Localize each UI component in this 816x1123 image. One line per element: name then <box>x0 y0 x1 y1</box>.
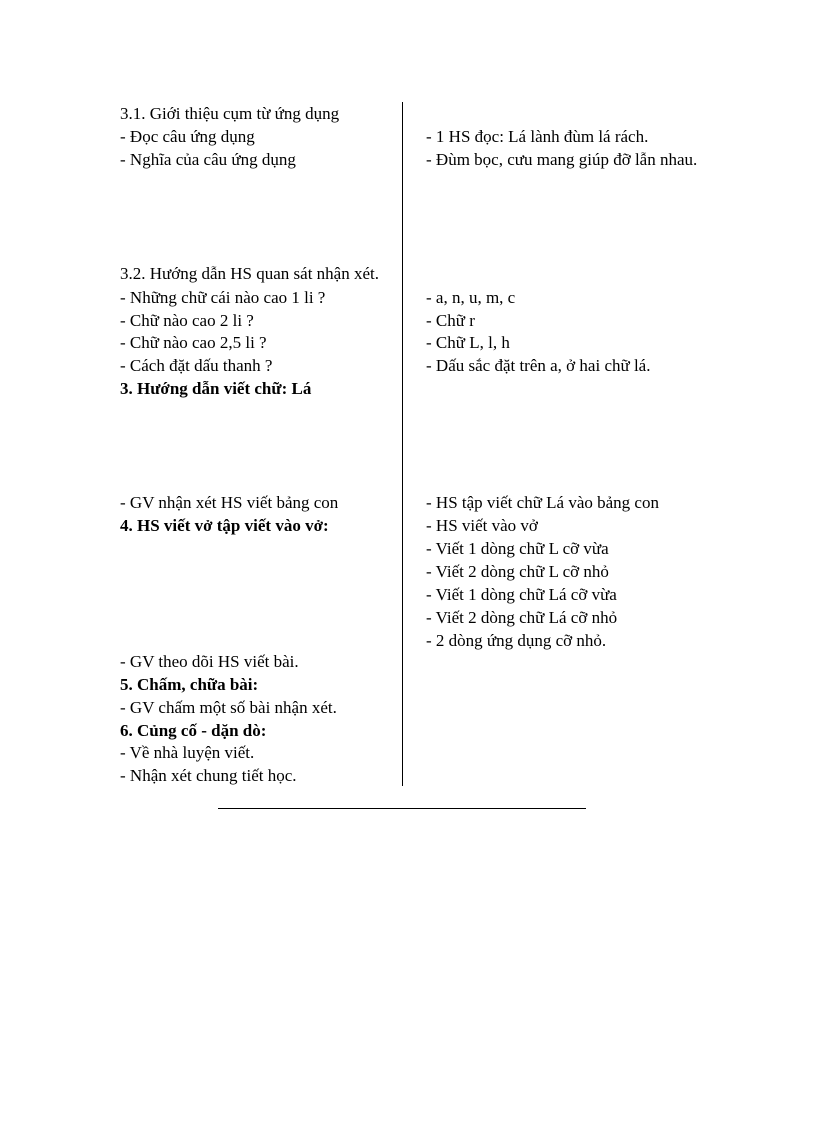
meaning-answer: - Đùm bọc, cưu mang giúp đỡ lẫn nhau. <box>426 150 698 169</box>
answer-1-li: - a, n, u, m, c <box>426 288 516 307</box>
write-item-1: - Viết 1 dòng chữ L cỡ vừa <box>426 539 609 558</box>
teacher-comment-item: - GV nhận xét HS viết bảng con <box>120 493 339 512</box>
end-rule <box>218 808 586 809</box>
question-1-li: - Những chữ cái nào cao 1 li ? <box>120 288 326 307</box>
section-3-1-title: 3.1. Giới thiệu cụm từ ứng dụng <box>120 104 340 123</box>
meaning-item: - Nghĩa của câu ứng dụng <box>120 150 296 169</box>
write-item-4: - Viết 2 dòng chữ Lá cỡ nhỏ <box>426 608 618 627</box>
answer-2-li: - Chữ r <box>426 311 475 330</box>
student-read-answer: - 1 HS đọc: Lá lành đùm lá rách. <box>426 127 649 146</box>
review-item: - Nhận xét chung tiết học. <box>120 766 297 785</box>
teacher-follow-item: - GV theo dõi HS viết bài. <box>120 652 299 671</box>
write-item-2: - Viết 2 dòng chữ L cỡ nhỏ <box>426 562 609 581</box>
write-item-3: - Viết 1 dòng chữ Lá cỡ vừa <box>426 585 617 604</box>
section-5-heading: 5. Chấm, chữa bài: <box>120 675 259 694</box>
question-2-5-li: - Chữ nào cao 2,5 li ? <box>120 333 267 352</box>
section-3-2-title: 3.2. Hướng dẫn HS quan sát nhận xét. <box>120 264 380 283</box>
section-6-heading: 6. Củng cố - dặn dò: <box>120 721 267 740</box>
question-2-li: - Chữ nào cao 2 li ? <box>120 311 254 330</box>
write-item-5: - 2 dòng ứng dụng cỡ nhỏ. <box>426 631 607 650</box>
read-sentence-item: - Đọc câu ứng dụng <box>120 127 255 146</box>
board-practice-item: - HS tập viết chữ Lá vào bảng con <box>426 493 659 512</box>
section-4-heading: 4. HS viết vở tập viết vào vở: <box>120 516 329 535</box>
grading-item: - GV chấm một số bài nhận xét. <box>120 698 337 717</box>
answer-tone-mark: - Dấu sắc đặt trên a, ở hai chữ lá. <box>426 356 651 375</box>
answer-2-5-li: - Chữ L, l, h <box>426 333 510 352</box>
column-divider <box>402 102 403 786</box>
section-3-heading: 3. Hướng dẫn viết chữ: Lá <box>120 379 312 398</box>
question-tone-mark: - Cách đặt dấu thanh ? <box>120 356 273 375</box>
homework-item: - Về nhà luyện viết. <box>120 743 255 762</box>
notebook-item: - HS viết vào vở <box>426 516 538 535</box>
